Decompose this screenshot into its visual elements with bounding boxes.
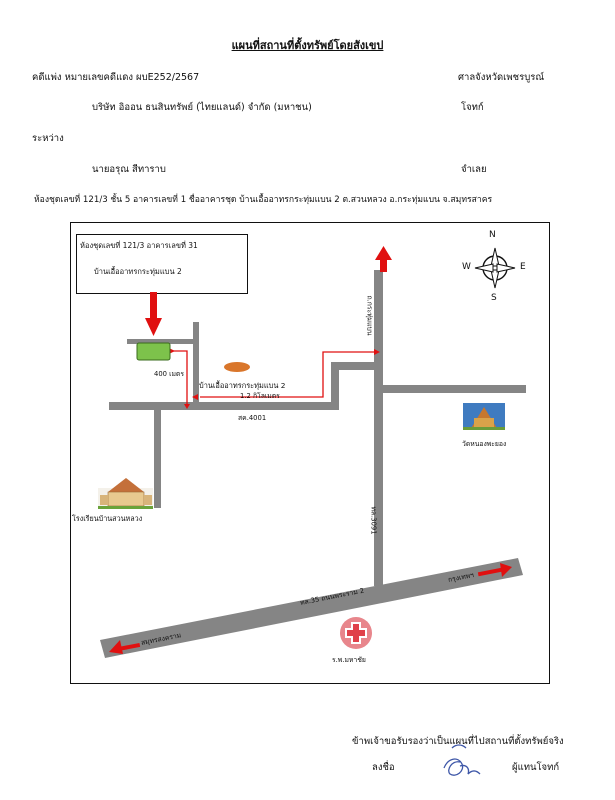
temple-label: วัดหนองพะยอง — [462, 440, 507, 448]
north-arrow-head — [375, 246, 392, 260]
document-title: แผนที่สถานที่ตั้งทรัพย์โดยสังเขป — [231, 39, 384, 52]
project-label: บ้านเอื้ออาทรกระทุ่มแบน 2 — [199, 381, 286, 390]
callout-arrow-shaft — [150, 292, 157, 320]
certification-text: ข้าพเจ้าขอรับรองว่าเป็นแผนที่ไปสถานที่ตั้งทรัพย์จริง — [352, 736, 564, 747]
road-4001-label: สค.4001 — [238, 414, 267, 422]
route-arrowhead-road — [184, 404, 190, 409]
property-description: ห้องชุดเลขที่ 121/3 ชั้น 5 อาคารเลขที่ 1 ชื่ออาคารชุด บ้านเอื้ออาทรกระทุ่มแบน 2 ต.สวนหลวง อ.กระทุ่มแบน จ.สมุทรสาคร — [34, 195, 493, 205]
plaintiff-role: โจทก์ — [461, 102, 484, 113]
distance-1-2km: 1.2 กิโลเมตร — [240, 392, 280, 400]
case-number: คดีแพ่ง หมายเลขคดีแดง ผบE252/2567 — [32, 72, 200, 83]
north-arrow-shaft — [380, 258, 387, 272]
route-arrowhead-west — [192, 394, 198, 400]
target-building — [137, 343, 170, 360]
callout-project: บ้านเอื้ออาทรกระทุ่มแบน 2 — [94, 267, 182, 276]
signature-image — [444, 745, 480, 775]
road-3091-label: ทล.3091 — [369, 506, 378, 535]
school-label: โรงเรียนบ้านสวนหลวง — [72, 514, 143, 523]
school-icon — [98, 478, 153, 509]
between-label: ระหว่าง — [32, 133, 64, 144]
compass-w: W — [462, 262, 471, 272]
temple-icon — [463, 403, 505, 430]
callout-arrow-head — [145, 318, 162, 336]
distance-400m: 400 เมตร — [154, 370, 185, 378]
defendant-name: นายอรุณ สีทาราบ — [92, 164, 166, 175]
road-top-vertical-label: ถ.กระทุ่มแบน — [365, 295, 374, 336]
hospital-label: ร.พ.มหาชัย — [332, 656, 366, 664]
proxy-role: ผู้แทนโจทก์ — [512, 762, 560, 773]
compass-n: N — [489, 230, 496, 240]
project-marker-icon — [224, 362, 250, 372]
callout-unit: ห้องชุดเลขที่ 121/3 อาคารเลขที่ 31 — [80, 241, 198, 250]
hospital-icon — [340, 617, 372, 649]
route-arrowhead-east — [374, 349, 380, 355]
sign-label: ลงชื่อ — [372, 762, 395, 773]
plaintiff-name: บริษัท อิออน ธนสินทรัพย์ (ไทยแลนด์) จำกัด (มหาชน) — [92, 102, 312, 113]
bangkok-label: กรุงเทพฯ — [447, 571, 475, 584]
compass-e: E — [520, 262, 526, 272]
defendant-role: จำเลย — [461, 164, 487, 175]
samut-songkhram-label: สมุทรสงคราม — [140, 631, 182, 647]
compass-s: S — [491, 293, 497, 303]
court-name: ศาลจังหวัดเพชรบูรณ์ — [458, 72, 545, 83]
compass-icon — [475, 248, 515, 288]
road-35-label: ทล.35 ถนนพระราม 2 — [299, 586, 365, 607]
